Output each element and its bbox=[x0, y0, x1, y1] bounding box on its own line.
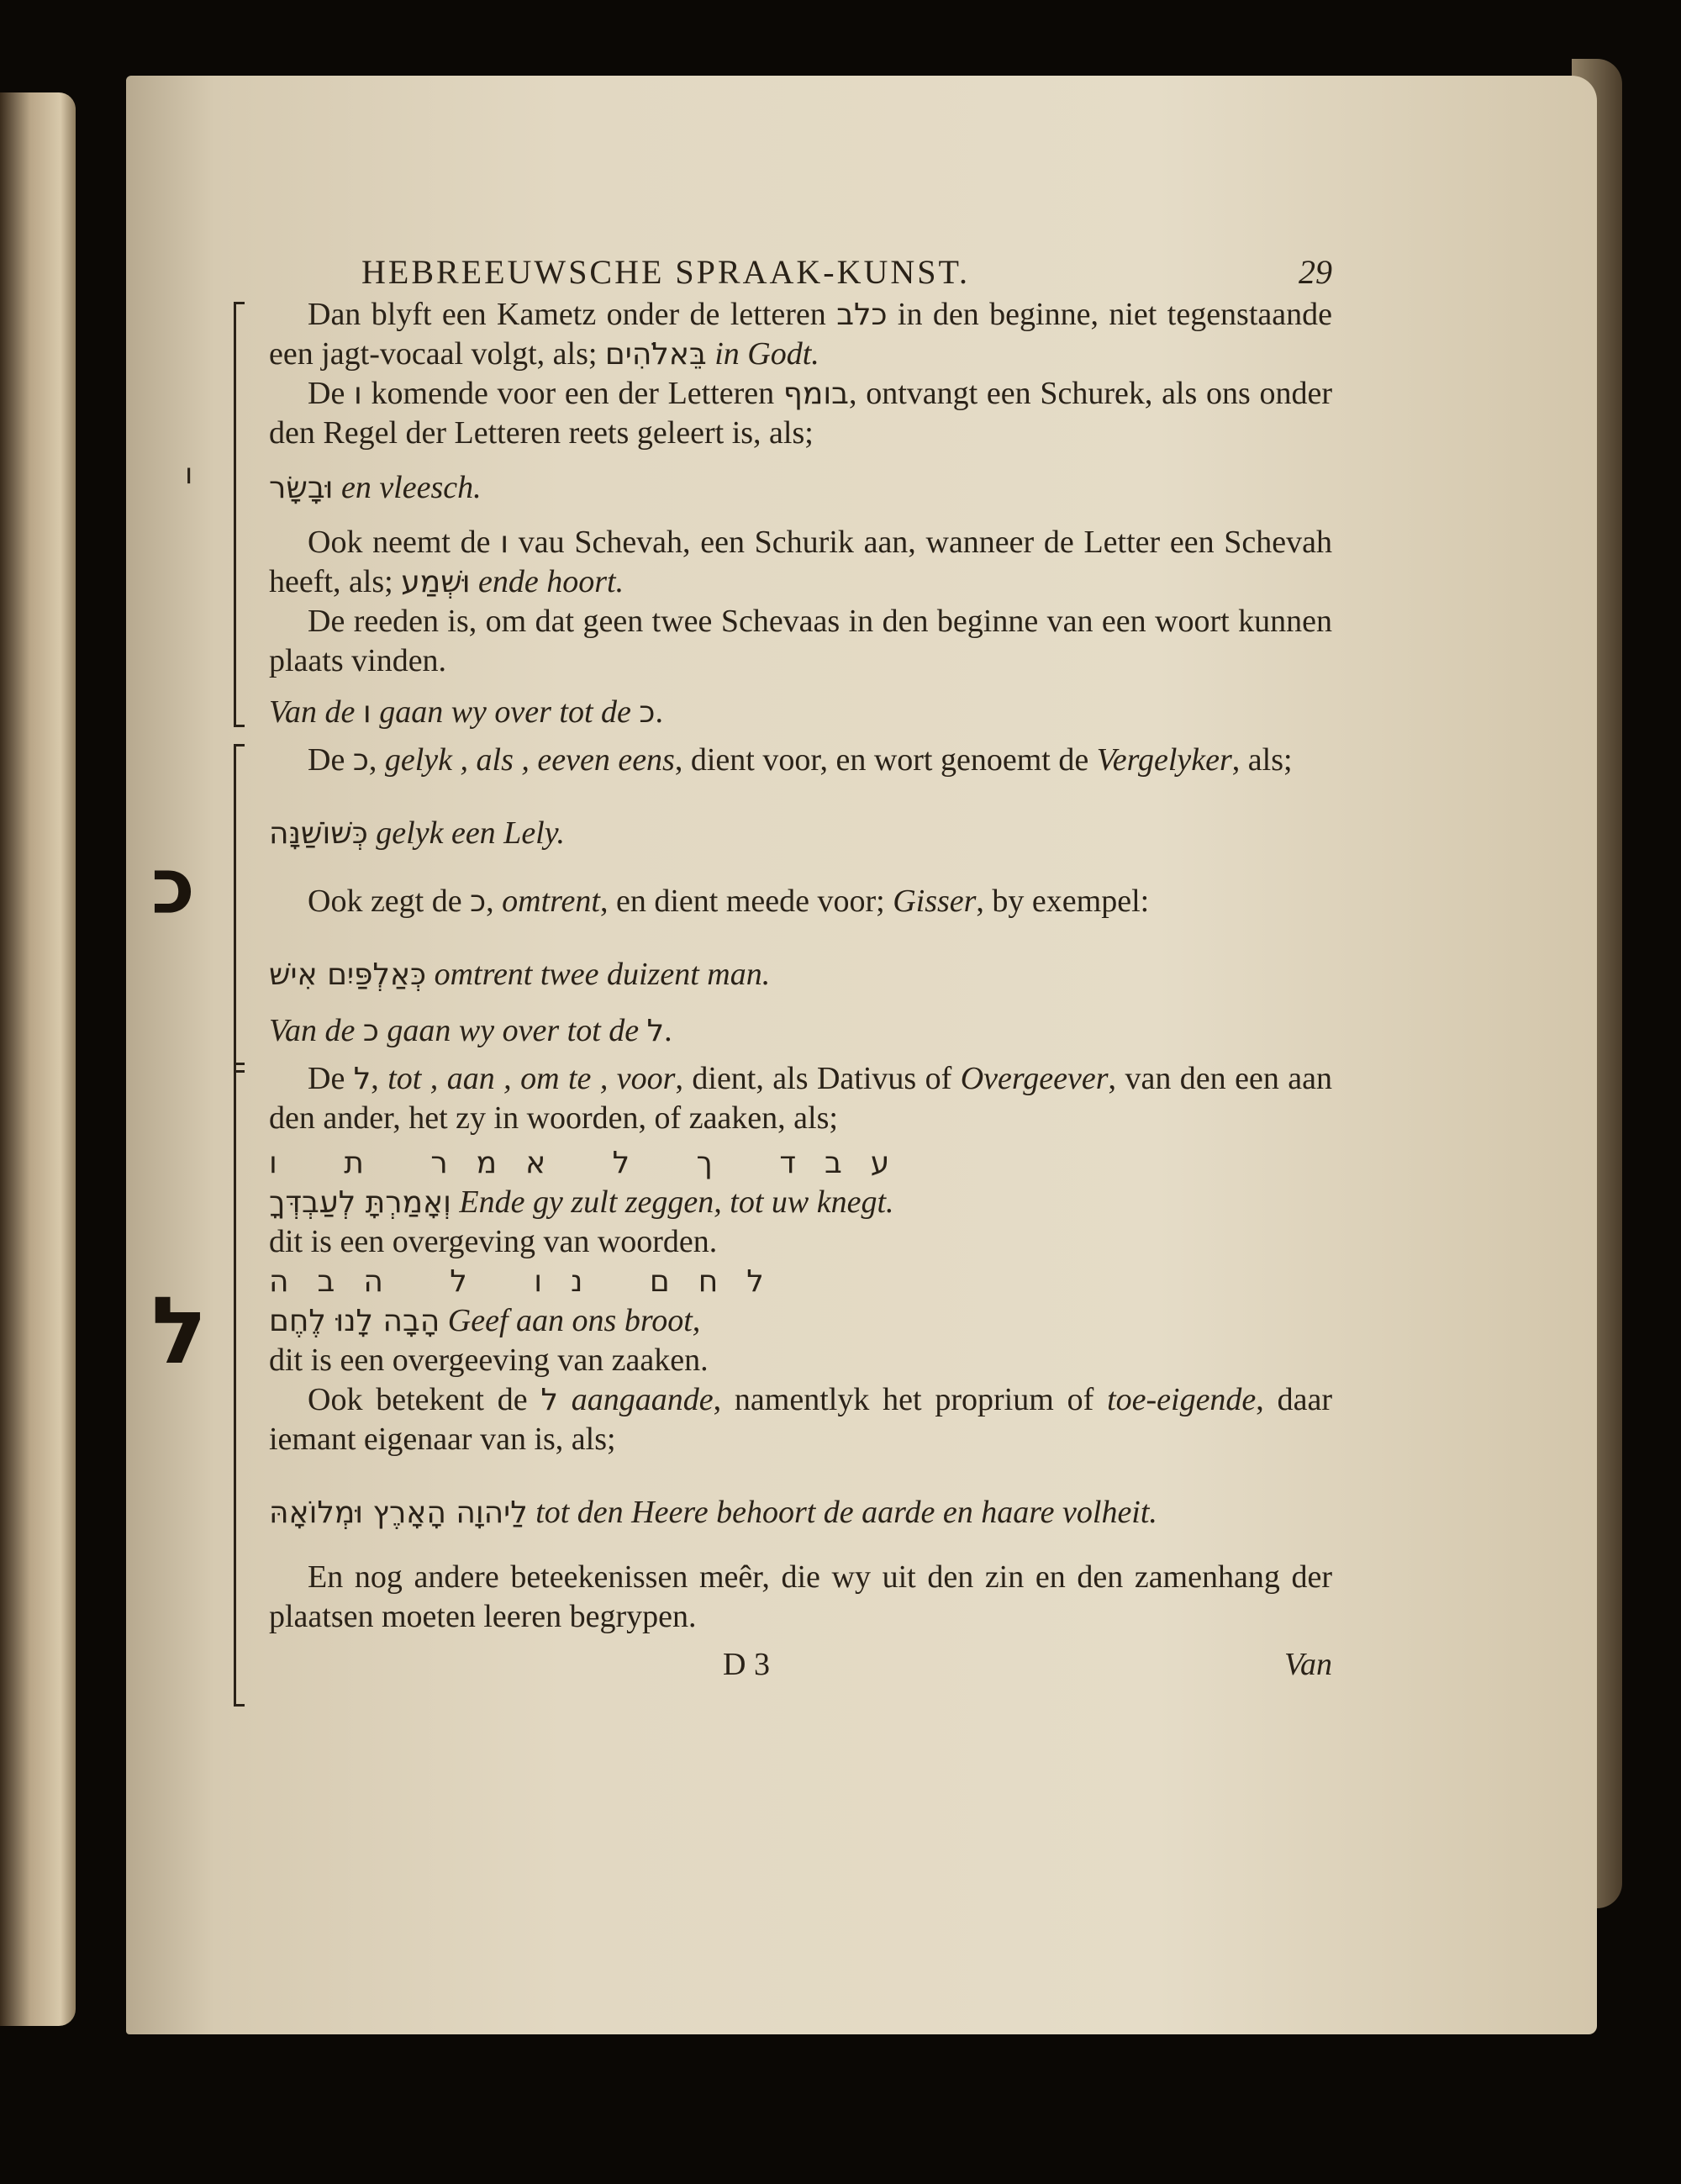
gloss: Vergelyker bbox=[1096, 742, 1232, 778]
text: in den beginne, niet tegenstaande een jagt-vocaal volgt, als; bbox=[269, 297, 1332, 372]
running-title: HEBREEUWSCHE SPRAAK-KUNST. bbox=[361, 253, 970, 291]
hebrew-word: כְּאַלְפַּיִם אִישׁ bbox=[269, 957, 427, 992]
gloss: Gisser bbox=[893, 884, 977, 919]
text: komende voor een der Letteren bbox=[361, 376, 783, 411]
hebrew-word: וְאָמַרְתָּ לְעַבְדְּךָ bbox=[269, 1185, 451, 1220]
hebrew-letter: כ bbox=[352, 743, 369, 778]
example bbox=[269, 1301, 1332, 1341]
hebrew-word: וּשְׁמַע bbox=[401, 565, 471, 599]
signature-mark: D 3 bbox=[723, 1647, 770, 1682]
hebrew-word: בומף bbox=[783, 377, 849, 411]
hebrew-letter: כ bbox=[470, 884, 487, 919]
gloss: Geef aan ons broot, bbox=[447, 1303, 701, 1338]
text bbox=[558, 1382, 572, 1417]
text: vau Schevah, een Schurik aan, wanneer de Letter een Schevah heeft, als; bbox=[269, 525, 1333, 599]
text: , bbox=[371, 1061, 388, 1096]
hebrew-letter: ו bbox=[500, 525, 509, 560]
facing-page-edge bbox=[0, 92, 76, 2026]
margin-letter-vau: ו bbox=[185, 457, 193, 491]
text: Ook neemt de bbox=[308, 525, 501, 560]
page-number: 29 bbox=[1299, 253, 1332, 291]
text: gaan wy over tot de bbox=[378, 1013, 647, 1048]
text: , dient voor, en wort genoemt de bbox=[674, 742, 1097, 778]
margin-letter-kaf: כ bbox=[151, 841, 196, 931]
paragraph bbox=[269, 1059, 1332, 1138]
text: De bbox=[308, 1061, 354, 1096]
text: , daar iemant eigenaar van is, als; bbox=[269, 1382, 1332, 1457]
margin-bracket bbox=[234, 302, 245, 727]
hebrew-letter: ל bbox=[646, 1014, 665, 1048]
text: De bbox=[308, 376, 355, 411]
text: Ook zegt de bbox=[308, 884, 471, 919]
page-footer bbox=[269, 1645, 1332, 1685]
hebrew-analysis: לחם נו ל הבה bbox=[269, 1264, 793, 1299]
text: , namentlyk het proprium of bbox=[713, 1382, 1108, 1417]
example bbox=[269, 468, 1332, 508]
paragraph bbox=[269, 882, 1332, 921]
catchword: Van bbox=[1284, 1647, 1332, 1682]
paragraph bbox=[269, 374, 1332, 453]
text: , bbox=[368, 742, 385, 778]
text: gaan wy over tot de bbox=[371, 694, 640, 730]
hebrew-word: לַיהוָה הָאָרֶץ וּמְלוֹאָהּ bbox=[269, 1496, 528, 1530]
gloss: en vleesch. bbox=[340, 470, 482, 505]
text: , by exempel: bbox=[976, 884, 1150, 919]
margin-letter-lamed: ל bbox=[151, 1277, 208, 1385]
hebrew-letter: כ bbox=[639, 695, 656, 730]
note: dit is een overgeving van woorden. bbox=[269, 1224, 718, 1259]
gloss: tot den Heere behoort de aarde en haare volheit. bbox=[535, 1495, 1157, 1530]
paragraph bbox=[269, 741, 1332, 780]
hebrew-word: כְּשׁוֹשַׁנָּה bbox=[269, 816, 368, 851]
section-transition: Van de כ gaan wy over tot de ל. bbox=[269, 1013, 672, 1048]
text: Dan blyft een Kametz onder de letteren bbox=[308, 297, 837, 332]
text: Van de bbox=[269, 694, 363, 730]
hebrew-letter: ל bbox=[540, 1383, 558, 1417]
section-lamed bbox=[151, 1059, 1333, 1637]
gloss: aangaande bbox=[571, 1382, 714, 1417]
section-vau bbox=[185, 295, 1333, 681]
hebrew-analysis: עבד ך ל אמר ת ו bbox=[269, 1146, 919, 1180]
gloss: gelyk een Lely. bbox=[376, 815, 566, 851]
text: De bbox=[308, 742, 353, 778]
section-transition: Van de ו gaan wy over tot de כ. bbox=[269, 694, 663, 730]
note: dit is een overgeeving van zaaken. bbox=[269, 1343, 709, 1378]
running-head bbox=[361, 252, 1332, 292]
paragraph bbox=[269, 1380, 1332, 1459]
gloss: Ende gy zult zeggen, tot uw knegt. bbox=[459, 1184, 894, 1220]
gloss: omtrent bbox=[502, 884, 600, 919]
hebrew-word: בֵּאלֹהִים bbox=[604, 337, 707, 372]
gloss: omtrent twee duizent man. bbox=[434, 957, 771, 992]
example bbox=[269, 814, 1332, 853]
gloss: Overgeever bbox=[960, 1061, 1109, 1096]
paragraph bbox=[269, 523, 1332, 602]
paragraph bbox=[269, 295, 1332, 374]
example bbox=[269, 1183, 1332, 1222]
gloss: gelyk , als , eeven eens bbox=[384, 742, 675, 778]
text: , bbox=[486, 884, 503, 919]
paragraph: En nog andere beteekenissen meêr, die wy uit den zin en den zamenhang der plaatsen moeten leeren begrypen. bbox=[269, 1559, 1332, 1634]
text: Van de bbox=[269, 1013, 363, 1048]
hebrew-word: כלב bbox=[836, 298, 888, 332]
text: , en dient meede voor; bbox=[599, 884, 893, 919]
paragraph: De reeden is, om dat geen twee Schevaas in den beginne van een woort kunnen plaats vinden. bbox=[269, 604, 1332, 678]
margin-bracket bbox=[234, 1063, 245, 1707]
hebrew-word: וּבָשָׂר bbox=[269, 471, 334, 505]
text: , dient, als Dativus of bbox=[675, 1061, 961, 1096]
hebrew-letter: ו bbox=[362, 695, 372, 730]
gloss: in Godt. bbox=[714, 336, 819, 372]
hebrew-letter: כ bbox=[362, 1014, 379, 1048]
text: , ontvangt een Schurek, als ons onder den Regel der Letteren reets geleert is, als; bbox=[269, 376, 1333, 451]
margin-bracket bbox=[234, 744, 245, 1073]
example bbox=[269, 1493, 1332, 1532]
hebrew-letter: ל bbox=[353, 1062, 372, 1096]
page-content bbox=[151, 252, 1333, 1685]
text: , als; bbox=[1231, 742, 1293, 778]
text: , van den een aan den ander, het zy in woorden, of zaaken, als; bbox=[269, 1061, 1333, 1136]
gloss: tot , aan , om te , voor bbox=[387, 1061, 676, 1096]
gloss: ende hoort. bbox=[478, 564, 624, 599]
hebrew-letter: ו bbox=[354, 377, 362, 411]
hebrew-word: הָבָה לָנוּ לֶחֶם bbox=[269, 1304, 440, 1338]
example bbox=[269, 955, 1332, 994]
section-kaf bbox=[151, 741, 1332, 994]
gloss: toe-eigende bbox=[1107, 1382, 1257, 1417]
text: Ook betekent de bbox=[308, 1382, 541, 1417]
